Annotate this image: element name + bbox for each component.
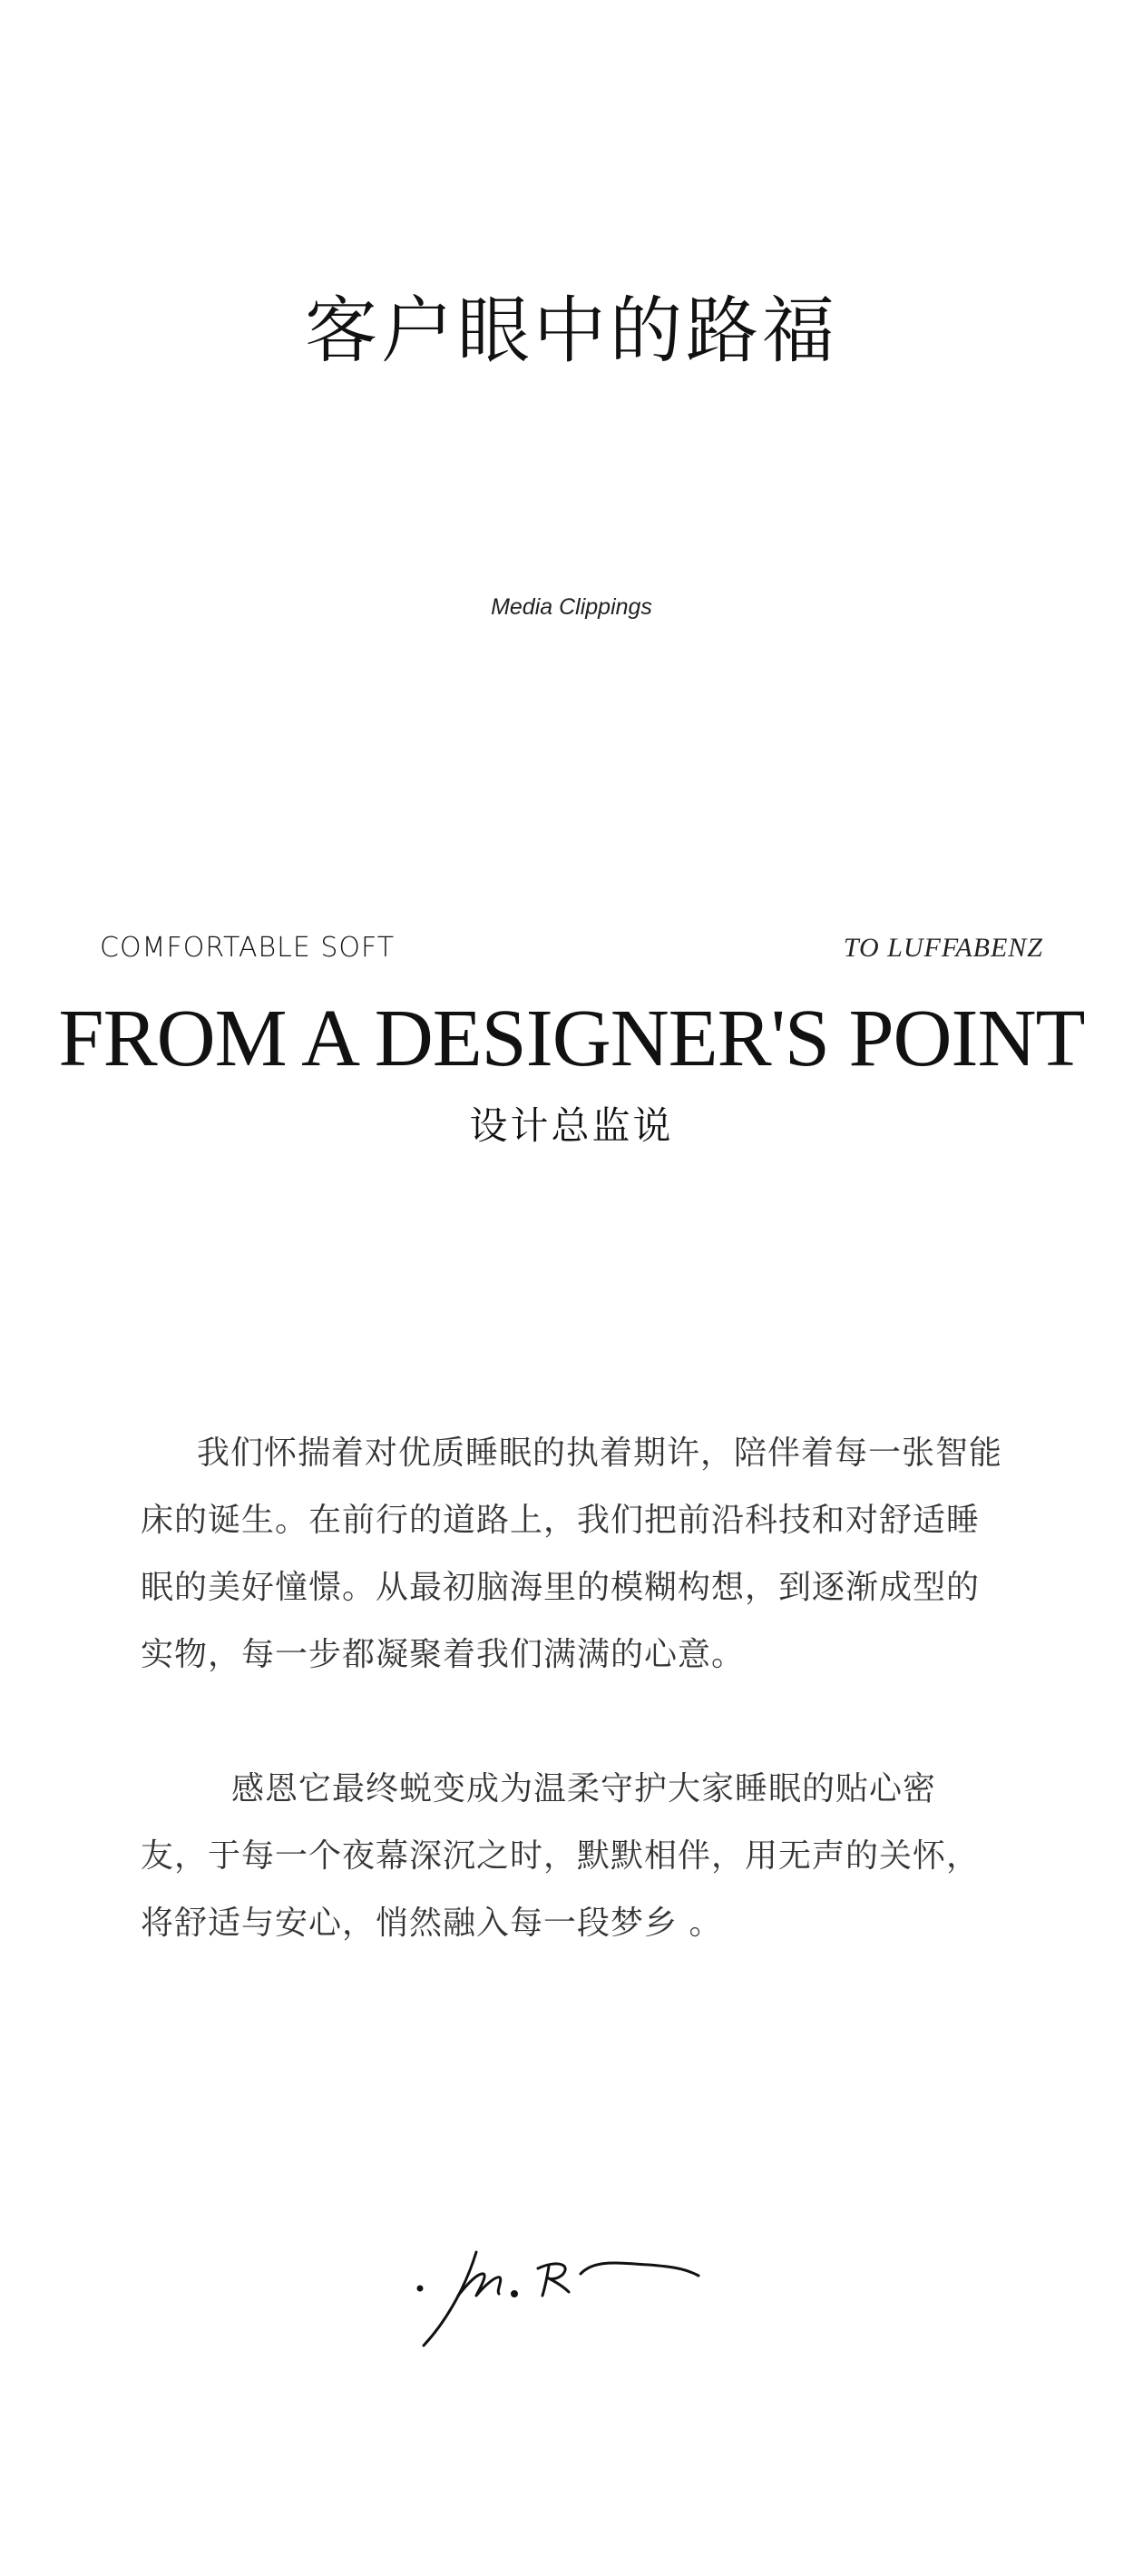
- paragraph-1: 我们怀揣着对优质睡眠的执着期许，陪伴着每一张智能床的诞生。在前行的道路上，我们把前沿科技和对舒适睡眠的美好憧憬。从最初脑海里的模糊构想，到逐渐成型的实物，每一步都凝聚着我们满满的心意。: [141, 1435, 1003, 1673]
- media-clippings-subtitle: Media Clippings: [491, 594, 652, 620]
- designer-headline: FROM A DESIGNER'S POINT: [58, 994, 1085, 1083]
- article-body: [141, 1420, 1002, 1957]
- signature-image: [413, 2232, 730, 2359]
- page-title: 客户眼中的路福: [305, 289, 838, 373]
- paragraph-2: 感恩它最终蜕变成为温柔守护大家睡眠的贴心密友，于每一个夜幕深沉之时，默默相伴，用无声的关怀，将舒适与安心，悄然融入每一段梦乡 。: [141, 1770, 981, 1942]
- comfortable-soft-label: COMFORTABLE SOFT: [100, 932, 396, 964]
- brand-label: TO LUFFABENZ: [843, 933, 1043, 963]
- designer-headline-cn: 设计总监说: [469, 1103, 674, 1148]
